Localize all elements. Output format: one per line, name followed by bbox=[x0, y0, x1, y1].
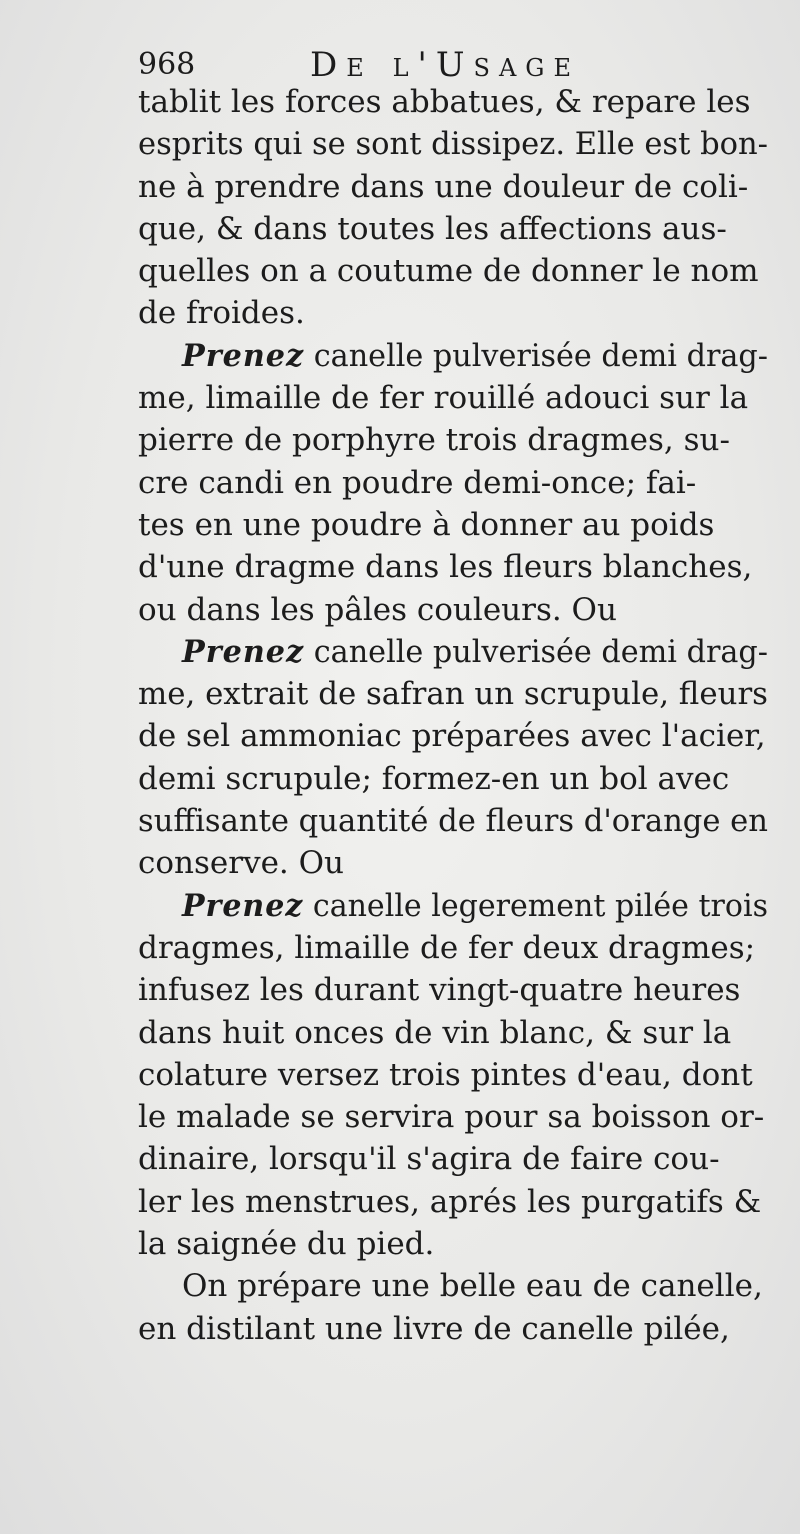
recipe-lead-word: Prenez bbox=[182, 633, 305, 670]
body-text bbox=[138, 81, 768, 1350]
text-line: On prépare une belle eau de canelle, bbox=[182, 1268, 763, 1305]
text-line: colature versez trois pintes d'eau, dont bbox=[138, 1056, 753, 1093]
text-line: suffisante quantité de fleurs d'orange en bbox=[138, 803, 768, 840]
text-line: que, & dans toutes les affections aus- bbox=[138, 210, 727, 247]
text-line: de sel ammoniac préparées avec l'acier, bbox=[138, 718, 766, 755]
text-line: me, limaille de fer rouillé adouci sur la bbox=[138, 380, 749, 417]
text-line: d'une dragme dans les fleurs blanches, bbox=[138, 549, 753, 586]
text-line: ler les menstrues, aprés les purgatifs & bbox=[138, 1183, 762, 1220]
paragraph-recipe-2 bbox=[138, 631, 768, 885]
text-line: ou dans les pâles couleurs. Ou bbox=[138, 591, 617, 628]
text-fragment: canelle pulverisée demi drag- bbox=[304, 337, 768, 374]
recipe-lead-word: Prenez bbox=[182, 887, 304, 924]
text-line: esprits qui se sont dissipez. Elle est bon- bbox=[138, 126, 768, 163]
text-line: dinaire, lorsqu'il s'agira de faire cou- bbox=[138, 1141, 720, 1178]
text-line: tablit les forces abbatues, & repare les bbox=[138, 84, 751, 120]
text-line: quelles on a coutume de donner le nom bbox=[138, 253, 759, 290]
text-line: cre candi en poudre demi-once; fai- bbox=[138, 464, 697, 501]
running-head: De l'Usage bbox=[310, 45, 580, 85]
text-line: me, extrait de safran un scrupule, fleurs bbox=[138, 676, 768, 713]
paragraph-final bbox=[138, 1265, 768, 1350]
text-line: le malade se servira pour sa boisson or- bbox=[138, 1099, 765, 1136]
paragraph-recipe-1 bbox=[138, 335, 768, 631]
text-line: ne à prendre dans une douleur de coli- bbox=[138, 168, 749, 205]
page-number: 968 bbox=[138, 47, 196, 82]
text-line: de froides. bbox=[138, 295, 305, 332]
text-line: infusez les durant vingt-quatre heures bbox=[138, 972, 741, 1009]
paragraph-recipe-3 bbox=[138, 885, 768, 1266]
text-fragment: canelle pulverisée demi drag- bbox=[304, 633, 768, 670]
text-line: dragmes, limaille de fer deux dragmes; bbox=[138, 929, 756, 966]
text-fragment: canelle legerement pilée trois bbox=[303, 887, 768, 924]
text-line: en distilant une livre de canelle pilée, bbox=[138, 1310, 730, 1347]
recipe-lead-word: Prenez bbox=[182, 337, 305, 374]
text-line: dans huit onces de vin blanc, & sur la bbox=[138, 1014, 732, 1051]
text-line: conserve. Ou bbox=[138, 845, 345, 882]
text-line bbox=[182, 335, 768, 377]
paragraph-1 bbox=[138, 81, 768, 335]
text-line: la saignée du pied. bbox=[138, 1226, 435, 1263]
text-line: tes en une poudre à donner au poids bbox=[138, 506, 715, 543]
text-line bbox=[182, 631, 768, 673]
text-line: pierre de porphyre trois dragmes, su- bbox=[138, 422, 730, 459]
text-line: demi scrupule; formez-en un bol avec bbox=[138, 760, 730, 797]
text-line bbox=[182, 885, 768, 927]
